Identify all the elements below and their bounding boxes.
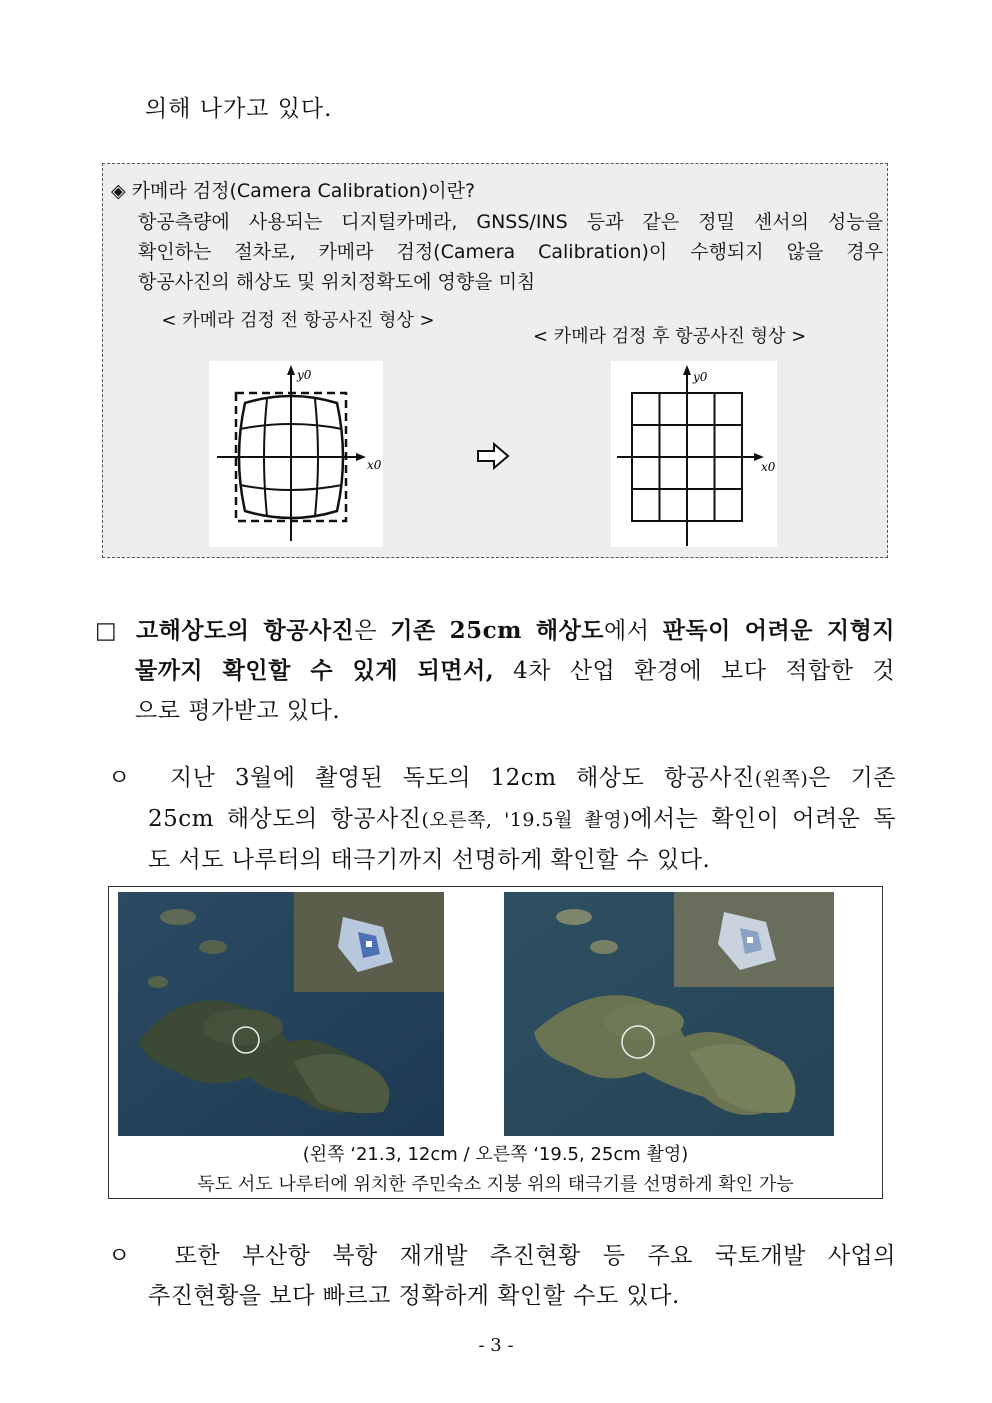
bold-text: 물까지 확인할 수 있게 되면서, <box>135 657 495 684</box>
bold-text: 기존 25cm 해상도 <box>390 617 605 644</box>
y-axis-label: y0 <box>693 370 708 384</box>
bold-text: 판독이 어려운 지형지 <box>662 617 896 644</box>
box-question-text: 카메라 검정(Camera Calibration)이란? <box>131 180 476 202</box>
diamond-bullet: ◈ <box>111 180 126 202</box>
para2-line2: 25cm 해상도의 항공사진(오른쪽, '19.5월 촬영)에서는 확인이 어려운 독 <box>148 806 896 832</box>
caption-after: < 카메라 검정 후 항공사진 형상 > <box>533 326 807 347</box>
para1-line3: 으로 평가받고 있다. <box>135 698 341 724</box>
para3-line1: ㅇ 또한 부산항 북항 재개발 추진현황 등 주요 국토개발 사업의 <box>108 1243 896 1269</box>
para3-line2: 추진현황을 보다 빠르고 정확하게 확인할 수도 있다. <box>148 1283 680 1309</box>
para1-line1: □ 고해상도의 항공사진은 기존 25cm 해상도에서 판독이 어려운 지형지 <box>95 617 896 644</box>
para1-line2: 물까지 확인할 수 있게 되면서, 4차 산업 환경에 보다 적합한 것 <box>135 657 895 684</box>
para2-line3: 도 서도 나루터의 태극기까지 선명하게 확인할 수 있다. <box>148 847 711 873</box>
x-axis-label: x0 <box>367 458 382 472</box>
circle-bullet: ㅇ <box>108 765 131 791</box>
aerial-photo-comparison <box>108 886 883 1199</box>
box-body-line: 확인하는 절차로, 카메라 검정(Camera Calibration)이 수행되지 않을 경우 <box>138 241 883 263</box>
calibration-info-box <box>102 163 888 558</box>
page-number: - 3 - <box>478 1335 514 1356</box>
square-bullet: □ <box>95 618 123 644</box>
distorted-grid-figure <box>209 361 383 547</box>
aerial-photo-12cm <box>118 892 444 1136</box>
box-body <box>138 207 883 297</box>
intro-line: 의해 나가고 있다. <box>145 96 333 122</box>
paragraph-dokdo <box>108 758 896 880</box>
corrected-grid-figure <box>611 361 777 547</box>
right-arrow-icon <box>476 442 510 470</box>
box-question <box>111 176 475 203</box>
y-axis-label: y0 <box>297 368 312 382</box>
bold-text: 고해상도의 항공사진 <box>135 617 355 644</box>
paragraph-busan <box>108 1236 896 1316</box>
x-axis-label: x0 <box>761 460 776 474</box>
paragraph-high-resolution <box>95 611 895 731</box>
box-body-line: 항공측량에 사용되는 디지털카메라, GNSS/INS 등과 같은 정밀 센서의 성능을 <box>138 211 883 233</box>
aerial-photo-25cm <box>504 892 834 1136</box>
para2-line1: ㅇ 지난 3월에 촬영된 독도의 12cm 해상도 항공사진(왼쪽)은 기존 <box>108 765 896 791</box>
box-body-line: 항공사진의 해상도 및 위치정확도에 영향을 미침 <box>138 271 536 293</box>
photo-caption-description: 독도 서도 나루터에 위치한 주민숙소 지붕 위의 태극기를 선명하게 확인 가능 <box>197 1174 794 1195</box>
circle-bullet: ㅇ <box>108 1243 131 1269</box>
caption-before: < 카메라 검정 전 항공사진 형상 > <box>161 310 435 331</box>
photo-caption-dates: (왼쪽 ‘21.3, 12cm / 오른쪽 ‘19.5, 25cm 촬영) <box>302 1144 689 1165</box>
